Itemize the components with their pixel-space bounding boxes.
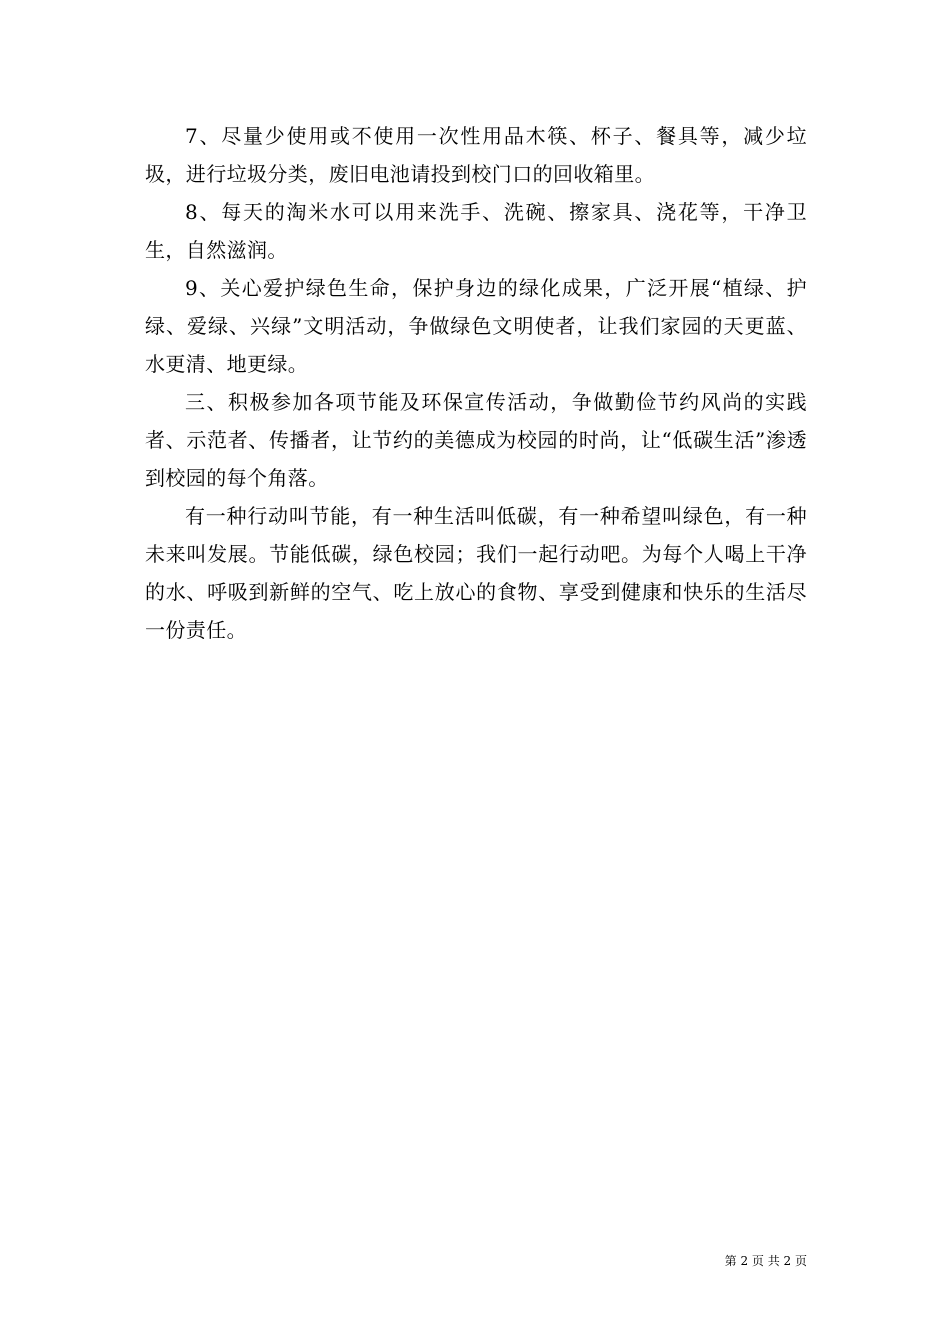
paragraph-item-8: 8、每天的淘米水可以用来洗手、洗碗、擦家具、浇花等，干净卫生，自然滋润。 bbox=[145, 200, 807, 262]
paragraph-closing: 有一种行动叫节能，有一种生活叫低碳，有一种希望叫绿色，有一种未来叫发展。节能低碳，绿色校园；我们一起行动吧。为每个人喝上干净的水、呼吸到新鲜的空气、吃上放心的食物、享受到健康和快乐的生活尽一份责任。 bbox=[145, 504, 807, 642]
document-body bbox=[145, 117, 807, 649]
paragraph-section-3: 三、积极参加各项节能及环保宣传活动，争做勤俭节约风尚的实践者、示范者、传播者，让节约的美德成为校园的时尚，让“低碳生活”渗透到校园的每个角落。 bbox=[145, 390, 807, 490]
page-number-footer: 第 2 页 共 2 页 bbox=[724, 1254, 807, 1268]
paragraph-item-7: 7、尽量少使用或不使用一次性用品木筷、杯子、餐具等，减少垃圾，进行垃圾分类，废旧电池请投到校门口的回收箱里。 bbox=[145, 124, 807, 186]
paragraph-item-9: 9、关心爱护绿色生命，保护身边的绿化成果，广泛开展“植绿、护绿、爱绿、兴绿”文明活动，争做绿色文明使者，让我们家园的天更蓝、水更清、地更绿。 bbox=[145, 276, 807, 376]
